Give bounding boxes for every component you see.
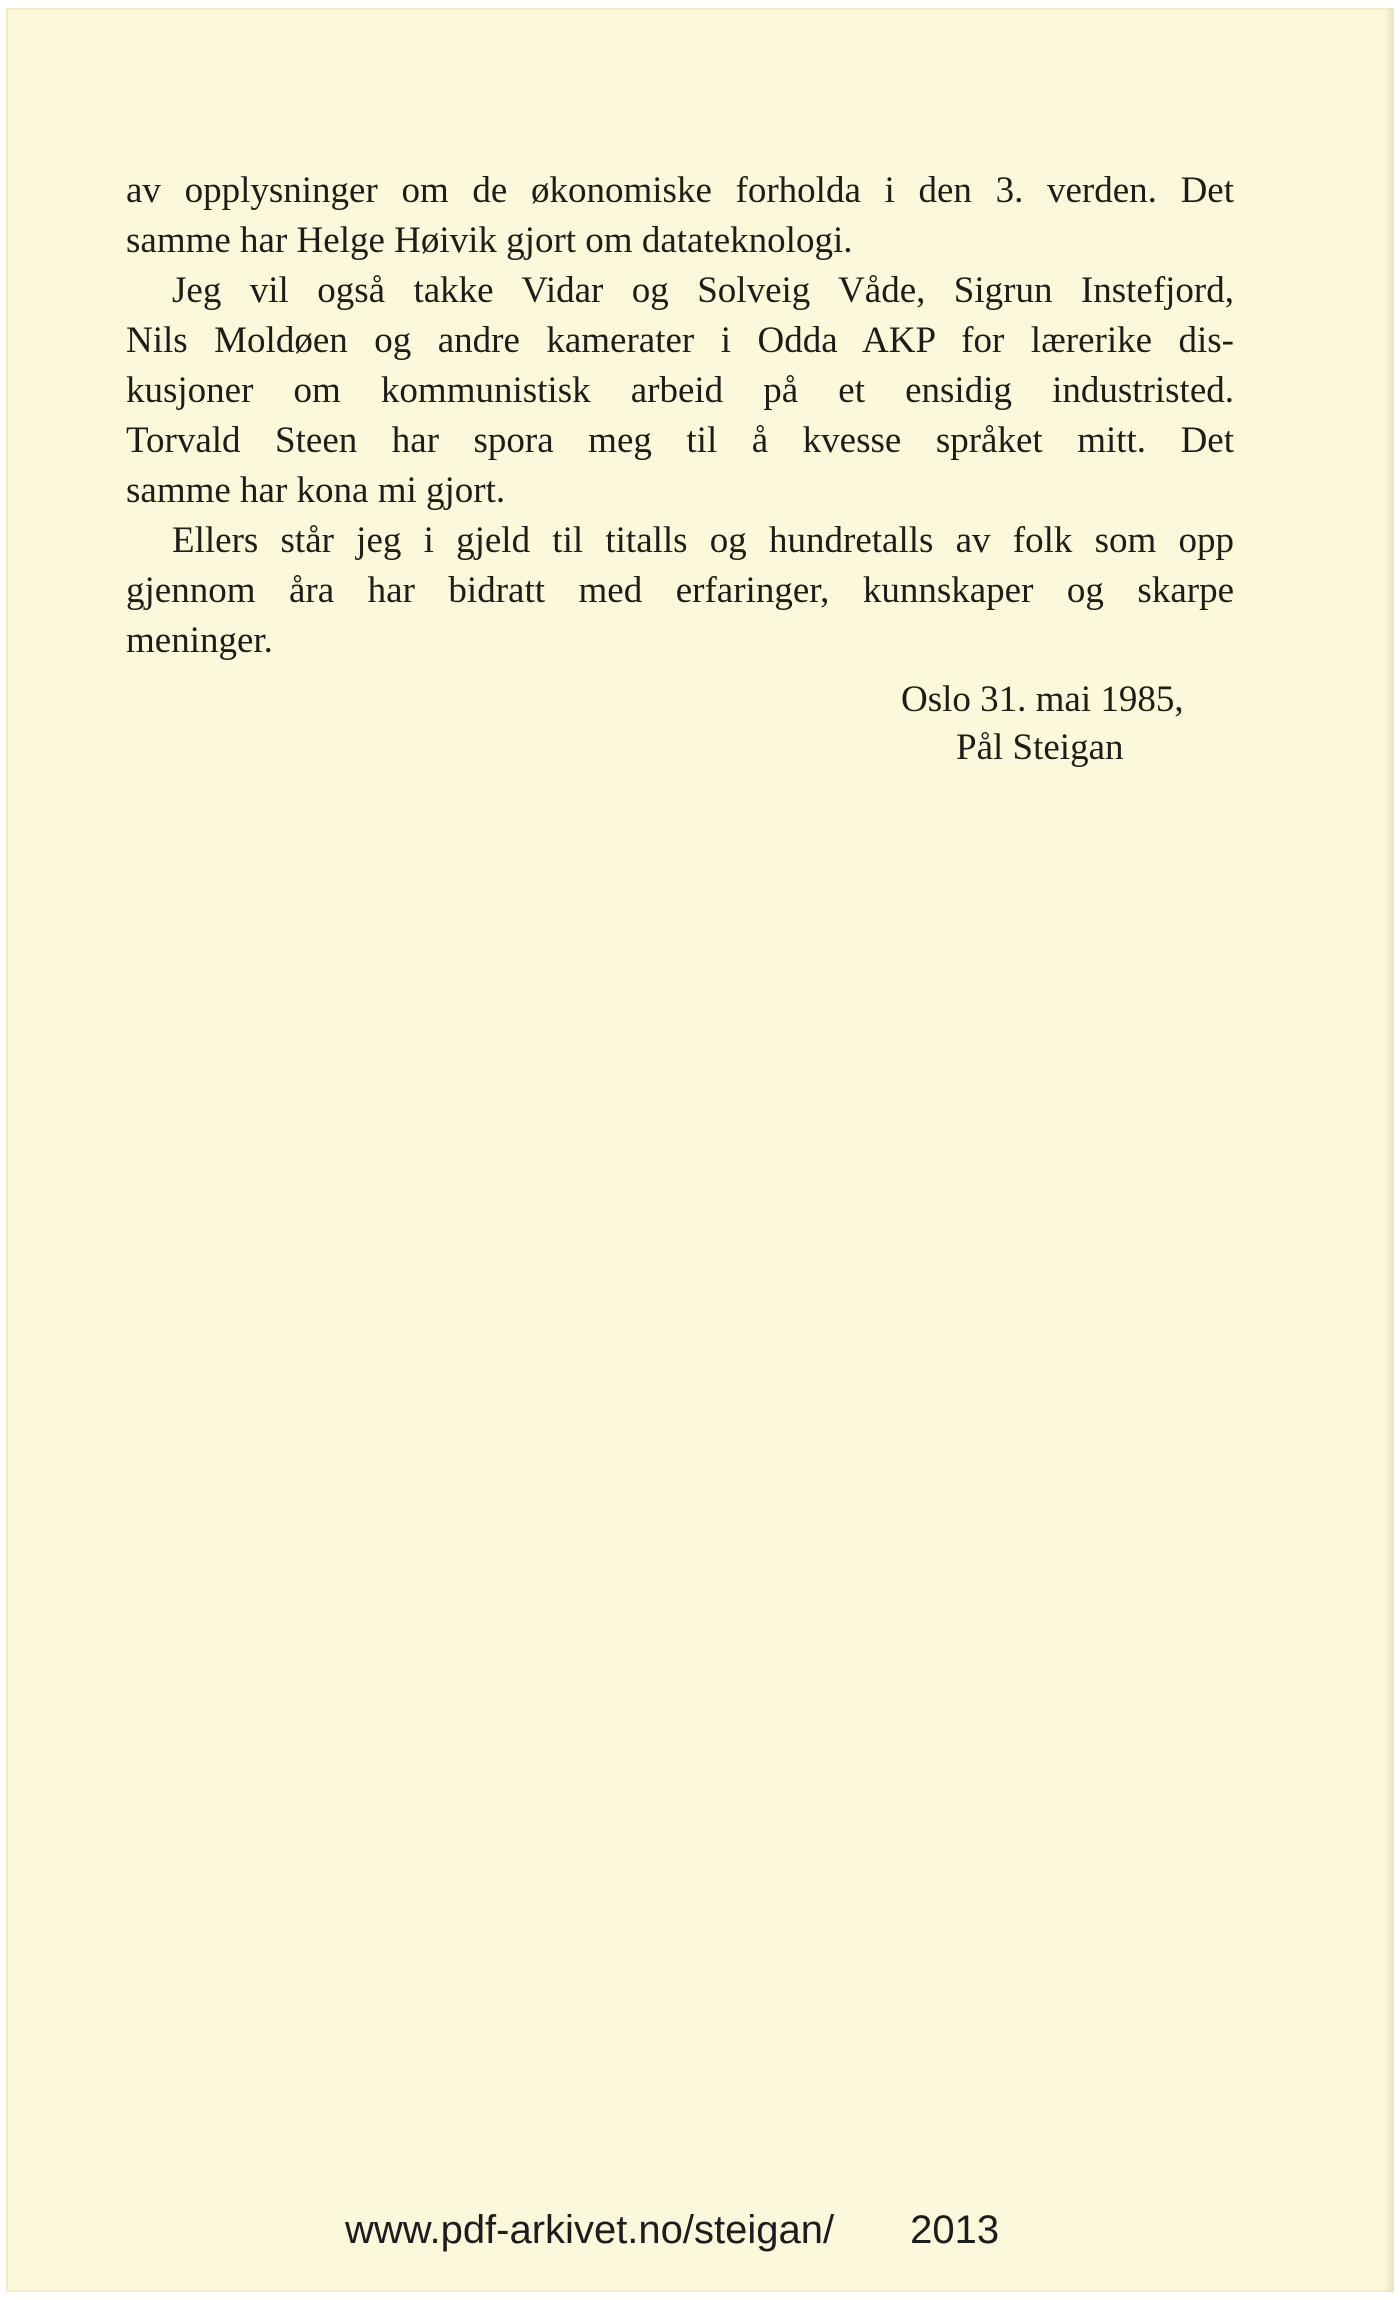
text-line: meninger. xyxy=(126,620,273,661)
signature-place-date: Oslo 31. mai 1985, xyxy=(901,679,1184,720)
page-edge-shadow xyxy=(1384,8,1394,2292)
text-line: Jeg vil også takke Vidar og Solveig Våde, Sigrun Instefjord, xyxy=(172,270,1234,311)
text-line: kusjoner om kommunistisk arbeid på et ensidig industristed. xyxy=(126,370,1234,411)
document-page xyxy=(6,8,1394,2292)
text-line: av opplysninger om de økonomiske forholda i den 3. verden. Det xyxy=(126,170,1234,211)
text-line: gjennom åra har bidratt med erfaringer, kunnskaper og skarpe xyxy=(126,570,1234,611)
footer-year: 2013 xyxy=(910,2208,1000,2252)
body-text xyxy=(126,166,1234,666)
text-line: Ellers står jeg i gjeld til titalls og hundretalls av folk som opp xyxy=(172,520,1234,561)
footer-url: www.pdf-arkivet.no/steigan/ xyxy=(345,2208,835,2252)
footer xyxy=(345,2208,999,2253)
text-line: Nils Moldøen og andre kamerater i Odda AKP for lærerike dis- xyxy=(126,320,1234,361)
text-line: samme har kona mi gjort. xyxy=(126,470,506,511)
signature-author: Pål Steigan xyxy=(956,727,1124,768)
text-line: Torvald Steen har spora meg til å kvesse språket mitt. Det xyxy=(126,420,1234,461)
signature-block xyxy=(901,676,1184,772)
text-line: samme har Helge Høivik gjort om datateknologi. xyxy=(126,220,853,261)
